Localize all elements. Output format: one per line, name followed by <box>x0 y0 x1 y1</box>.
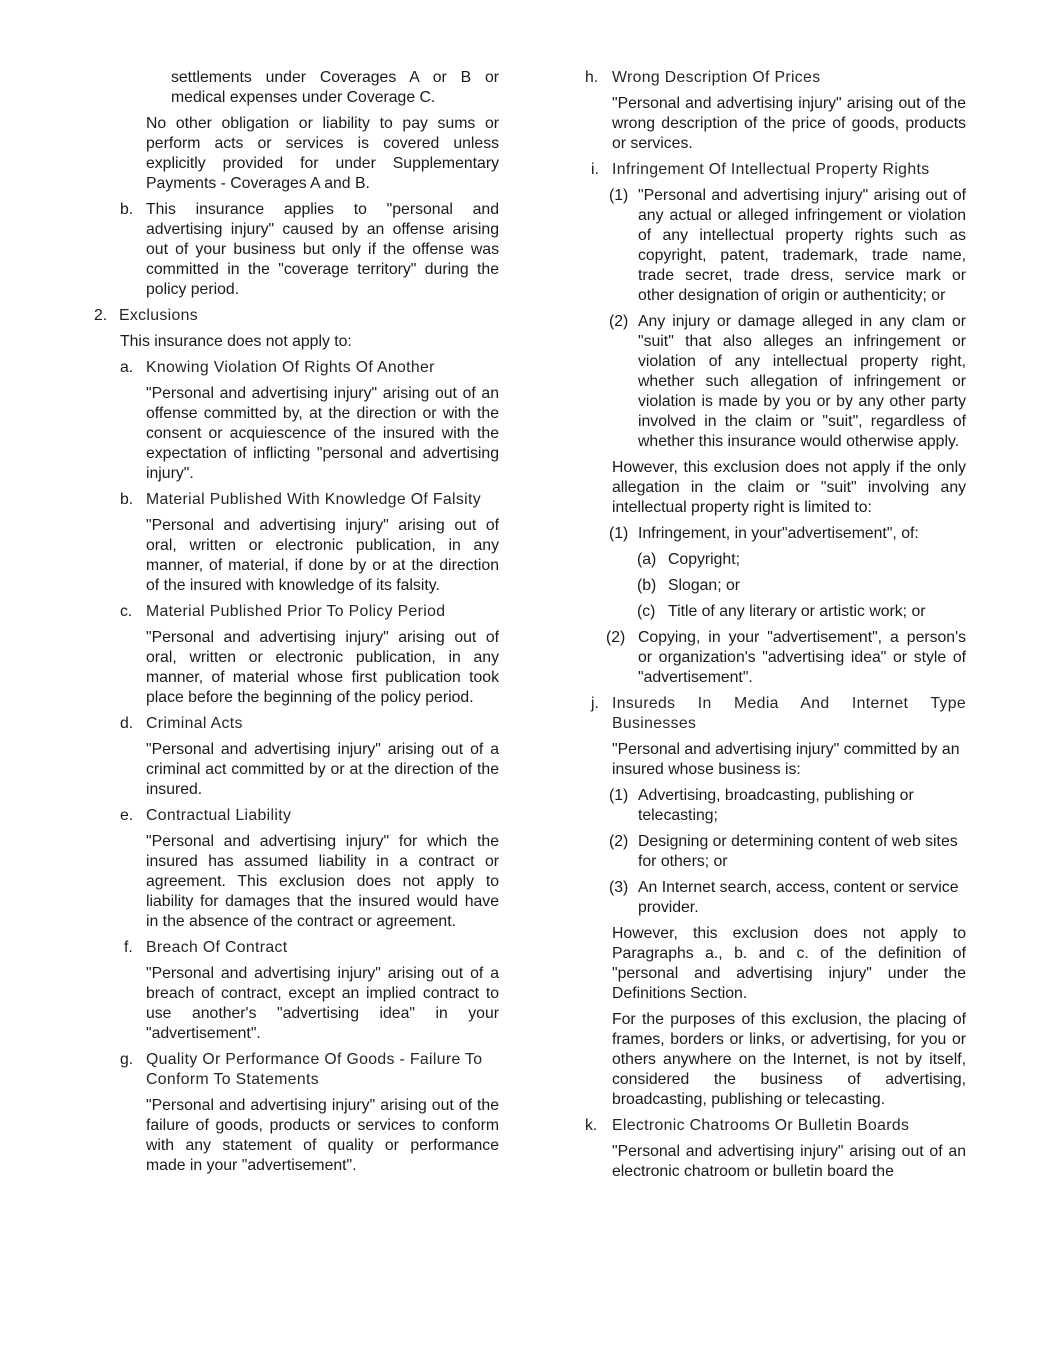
sub-text: Slogan; or <box>668 577 741 594</box>
exclusion-body: "Personal and advertising injury" for which the insured has assumed liability in a contract or agreement. This exclusion does not apply to liability for damages that the insured would have in the absence of the contract or agreement. <box>146 833 499 930</box>
sub-item <box>585 186 966 306</box>
sub-text: Designing or determining content of web sites for others; or <box>638 833 958 870</box>
however-text: However, this exclusion does not apply if the only allegation in the claim or "suit" involving any intellectual property right is limited to: <box>612 459 966 516</box>
sub-item <box>585 786 966 826</box>
exclusion-item-h <box>585 68 966 154</box>
sub-label: (1) <box>609 525 629 542</box>
sub-label: (3) <box>609 879 629 896</box>
exclusion-item-c <box>94 602 499 708</box>
exclusion-item-g <box>94 1050 499 1176</box>
exclusion-item-f <box>94 938 499 1044</box>
section-intro: This insurance does not apply to: <box>120 333 352 350</box>
exclusion-item-k <box>585 1116 966 1182</box>
item-label: h. <box>585 69 599 86</box>
left-column <box>94 68 499 1182</box>
exclusion-title: Quality Or Performance Of Goods - Failure To Conform To Statements <box>146 1051 483 1088</box>
exclusion-body: "Personal and advertising injury" arising out of the wrong description of the price of goods, products or services. <box>612 95 966 152</box>
item-label: b. <box>120 491 134 508</box>
sub-label: (2) <box>609 833 629 850</box>
exclusion-title: Wrong Description Of Prices <box>612 69 821 86</box>
sub-label: (2) <box>609 313 629 330</box>
exclusion-body: "Personal and advertising injury" arising out of an offense committed by, at the direction or with the consent or acquiescence of the insured with the expectation of inflicting "personal and advertising injury". <box>146 385 499 482</box>
exclusion-item-e <box>94 806 499 932</box>
coverage-b-paragraph <box>94 200 499 300</box>
sub-label: (1) <box>609 187 629 204</box>
item-label: g. <box>120 1051 134 1068</box>
exclusion-title: Insureds In Media And Internet Type Businesses <box>612 695 966 732</box>
exclusion-title: Knowing Violation Of Rights Of Another <box>146 359 435 376</box>
exclusion-item-d <box>94 714 499 800</box>
exclusion-item-i <box>585 160 966 688</box>
exclusion-body: "Personal and advertising injury" arising out of oral, written or electronic publication, in any manner, of material, if done by or at the direction of the insured with knowledge of its falsity. <box>146 517 499 594</box>
item-label: j. <box>591 695 599 712</box>
right-column <box>585 68 966 1188</box>
item-label: d. <box>120 715 134 732</box>
exclusion-body: "Personal and advertising injury" arising out of a breach of contract, except an implied contract to use another's "advertising idea" in your "advertisement". <box>146 965 499 1042</box>
item-label: e. <box>120 807 134 824</box>
item-label: b. <box>120 201 134 218</box>
sub-label: (1) <box>609 787 629 804</box>
sub-text: Advertising, broadcasting, publishing or telecasting; <box>638 787 914 824</box>
exclusion-title: Criminal Acts <box>146 715 243 732</box>
limit-sub-item <box>585 602 966 622</box>
exclusion-title: Breach Of Contract <box>146 939 288 956</box>
exclusion-body: "Personal and advertising injury" arising out of the failure of goods, products or services to conform with any statement of quality or performance made in your "advertisement". <box>146 1097 499 1174</box>
sub-text: Title of any literary or artistic work; or <box>668 603 926 620</box>
sub-text: Any injury or damage alleged in any clam or "suit" that also alleges an infringement or violation of any intellectual property right, whether such allegation of infringement or violation is made by you or by any other party involved in the claim or "suit", regardless of whether this insurance would otherwise apply. <box>638 313 966 450</box>
exclusion-title: Material Published Prior To Policy Period <box>146 603 446 620</box>
sub-label: (2) <box>606 629 626 646</box>
item-label: c. <box>120 603 133 620</box>
item-label: i. <box>591 161 599 178</box>
limit-item <box>585 524 966 544</box>
continued-settlements-text: settlements under Coverages A or B or medical expenses under Coverage C. <box>171 69 499 106</box>
exclusion-item-a <box>94 358 499 484</box>
coverage-b-text: This insurance applies to "personal and advertising injury" caused by an offense arising out of your business but only if the offense was committed in the "coverage territory" during the policy period. <box>146 201 499 298</box>
exclusion-body: "Personal and advertising injury" committed by an insured whose business is: <box>612 741 960 778</box>
sub-label: (c) <box>637 603 656 620</box>
sub-text: An Internet search, access, content or service provider. <box>638 879 959 916</box>
sub-label: (b) <box>637 577 657 594</box>
exclusion-item-b <box>94 490 499 596</box>
limit-item <box>585 628 966 688</box>
exclusion-title: Infringement Of Intellectual Property Rights <box>612 161 930 178</box>
item-label: k. <box>585 1117 598 1134</box>
item-label: a. <box>120 359 134 376</box>
exclusion-title: Contractual Liability <box>146 807 292 824</box>
exclusion-item-j <box>585 694 966 1110</box>
no-other-obligation-text: No other obligation or liability to pay sums or perform acts or services is covered unless explicitly provided for under Supplementary Payments - Coverages A and B. <box>146 115 499 192</box>
section-title: Exclusions <box>119 307 199 324</box>
sub-text: "Personal and advertising injury" arising out of any actual or alleged infringement or violation of any intellectual property rights such as copyright, patent, trademark, trade name, trade secret, trade dress, service mark or other designation of origin or authenticity; or <box>638 187 966 304</box>
item-label: f. <box>124 939 133 956</box>
sub-item <box>585 312 966 452</box>
however-text: However, this exclusion does not apply to Paragraphs a., b. and c. of the definition of "personal and advertising injury" under the Definitions Section. <box>612 925 966 1002</box>
sub-item <box>585 878 966 918</box>
sub-label: (a) <box>637 551 657 568</box>
sub-text: Infringement, in your"advertisement", of: <box>638 525 919 542</box>
exclusion-body: "Personal and advertising injury" arising out of oral, written or electronic publication, in any manner, of material whose first publication took place before the beginning of the policy period. <box>146 629 499 706</box>
sub-text: Copyright; <box>668 551 740 568</box>
section-number: 2. <box>94 307 108 324</box>
purposes-text: For the purposes of this exclusion, the placing of frames, borders or links, or advertising, for you or others anywhere on the Internet, is not by itself, considered the business of advertising, broadcasting, publishing or telecasting. <box>612 1011 966 1108</box>
exclusion-body: "Personal and advertising injury" arising out of a criminal act committed by or at the direction of the insured. <box>146 741 499 798</box>
exclusion-body: "Personal and advertising injury" arising out of an electronic chatroom or bulletin board the <box>612 1143 966 1180</box>
exclusion-title: Material Published With Knowledge Of Falsity <box>146 491 481 508</box>
sub-item <box>585 832 966 872</box>
section-heading <box>94 306 499 326</box>
sub-text: Copying, in your "advertisement", a person's or organization's "advertising idea" or style of "advertisement". <box>638 629 966 686</box>
exclusion-title: Electronic Chatrooms Or Bulletin Boards <box>612 1117 910 1134</box>
limit-sub-item <box>585 576 966 596</box>
limit-sub-item <box>585 550 966 570</box>
